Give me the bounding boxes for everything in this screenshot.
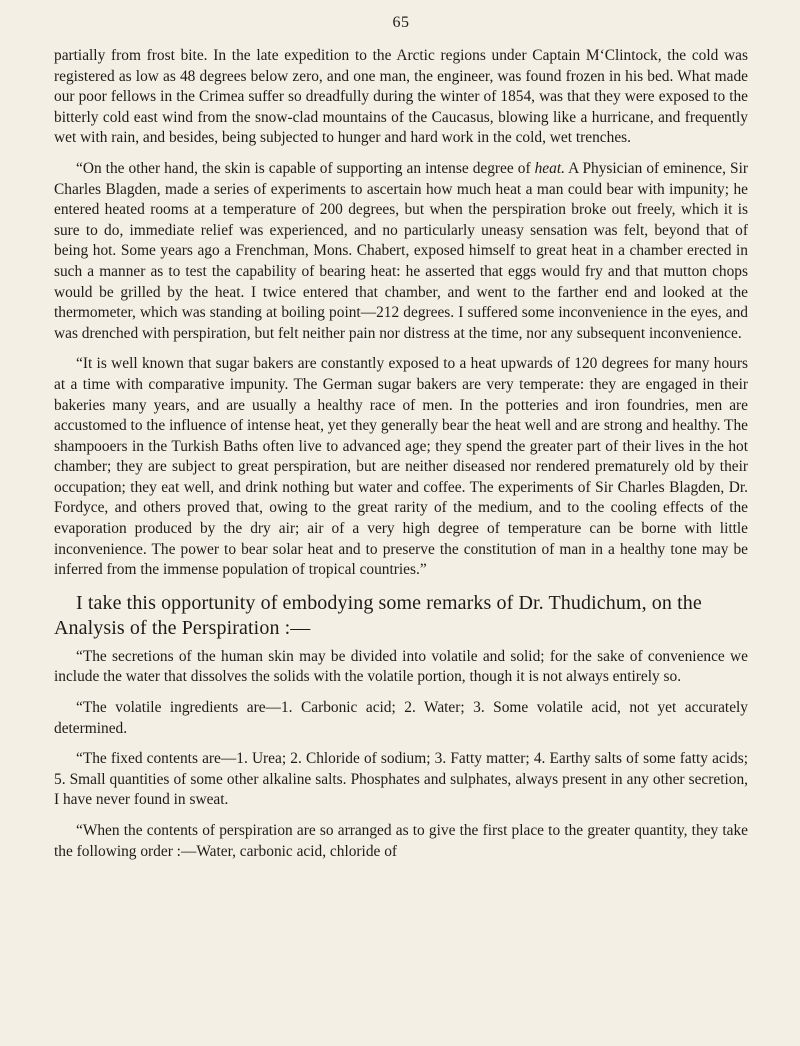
page-number: 65 bbox=[392, 14, 410, 31]
paragraph-secretions: “The secretions of the human skin may be divided into volatile and solid; for the sake of convenience we include the water that dissolves the solids with the volatile portion, though it is not always entirely so. bbox=[54, 647, 748, 686]
section-heading-thudichum: I take this opportunity of embodying some remarks of Dr. Thudichum, on the Analysis of the Perspiration :— bbox=[54, 591, 702, 639]
paragraph-heat-tolerance bbox=[54, 159, 748, 344]
paragraph-frost-bite: partially from frost bite. In the late expedition to the Arctic regions under Captain M‘Clintock, the cold was registered as low as 48 degrees below zero, and one man, the engineer, was found frozen in his bed. What made our poor fellows in the Crimea suffer so dreadfully during the winter of 1854, was that they were exposed to the bitterly cold east wind from the snow-clad mountains of the Caucasus, blowing like a hurricane, and frequently wet with rain, and besides, being subjected to hunger and hard work in the cold, wet trenches. bbox=[54, 47, 748, 147]
paragraph-contents-order: “When the contents of perspiration are so arranged as to give the first place to the greater quantity, they take the following order :—Water, carbonic acid, chloride of bbox=[54, 822, 748, 860]
paragraph-sugar-bakers: “It is well known that sugar bakers are constantly exposed to a heat upwards of 120 degrees for many hours at a time with comparative impunity. The German sugar bakers are very temperate: they are engaged in their bakeries many years, and are usually a healthy race of men. In the potteries and iron foundries, men are accustomed to the influence of intense heat, yet they generally bear the heat well and are strong and healthy. The shampooers in the Turkish Baths often live to advanced age; they spend the greater part of their lives in the hot chamber; they are subject to great perspiration, but are neither diseased nor rendered prematurely old by their occupation; they eat well, and drink nothing but water and coffee. The experiments of Sir Charles Blagden, Dr. Fordyce, and others proved that, owing to the great rarity of the medium, and to the cooling effects of the evaporation produced by the dry air; air of a very high degree of temperature can be borne with little inconvenience. The power to bear solar heat and to preserve the constitution of man in a healthy tone may be inferred from the immense population of tropical countries.” bbox=[54, 355, 748, 579]
paragraph-heat-tolerance-lead: “On the other hand, the skin is capable of supporting an intense degree of bbox=[76, 159, 535, 177]
paragraph-heat-tolerance-body: A Physician of eminence, Sir Charles Blagden, made a series of experiments to ascertain how much heat a man could bear with impunity; he entered heated rooms at a temperature of 200 degrees, but when the perspiration broke out freely, which it is sure to do, immediate relief was experienced, and no particularly uneasy sensation was felt, beyond that of being hot. Some years ago a Frenchman, Mons. Chabert, exposed himself to great heat in a chamber erected in such a manner as to test the capability of bearing heat: he asserted that eggs would fry and that mutton chops would be grilled by the heat. I twice entered that chamber, and went to the farther end and looked at the thermometer, which was standing at boiling point—212 degrees. I suffered some inconvenience in the eyes, and was drenched with perspiration, but felt neither pain nor distress at the time, nor any subsequent inconvenience. bbox=[54, 159, 748, 342]
emphasis-heat: heat. bbox=[534, 159, 565, 177]
paragraph-fixed-contents: “The fixed contents are—1. Urea; 2. Chloride of sodium; 3. Fatty matter; 4. Earthy salts of some fatty acids; 5. Small quantities of some other alkaline salts. Phosphates and sulphates, always present in any other secretion, I have never found in sweat. bbox=[54, 750, 748, 809]
paragraph-volatile-ingredients: “The volatile ingredients are—1. Carbonic acid; 2. Water; 3. Some volatile acid, not yet accurately determined. bbox=[54, 699, 748, 737]
